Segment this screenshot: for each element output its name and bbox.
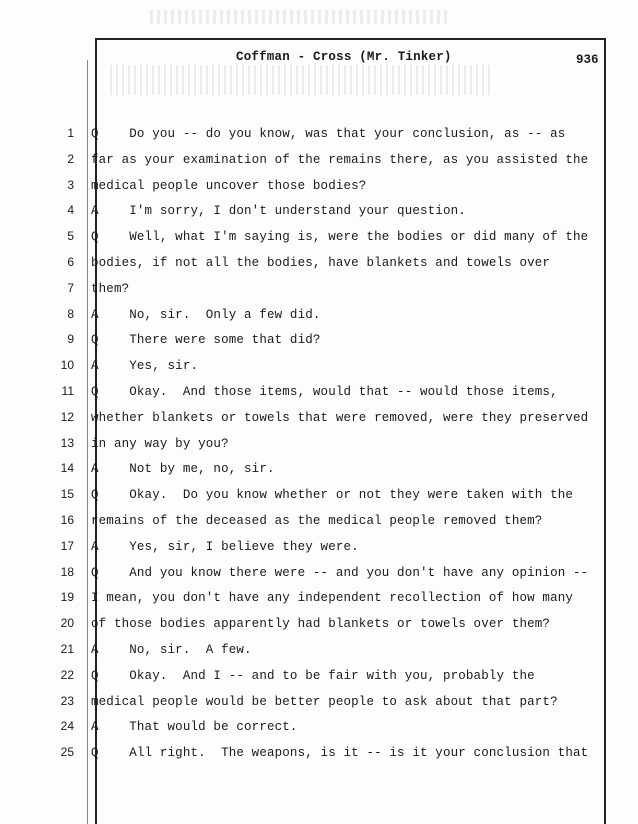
line-number: 4	[67, 203, 74, 218]
transcript-line	[0, 485, 638, 507]
line-number: 22	[60, 667, 74, 682]
transcript-line	[0, 356, 638, 378]
line-number: 25	[60, 745, 74, 760]
transcript-line	[0, 717, 638, 739]
line-number: 18	[60, 564, 74, 579]
line-number: 21	[60, 642, 74, 656]
line-text: I mean, you don't have any independent recollection of how many	[91, 591, 574, 606]
transcript-line	[0, 743, 638, 765]
line-number: 14	[60, 461, 74, 476]
line-number: 9	[67, 332, 74, 347]
transcript-line	[0, 563, 638, 585]
line-text: A Yes, sir.	[91, 359, 199, 374]
line-text: A No, sir. Only a few did.	[91, 307, 321, 322]
line-text: Q Do you -- do you know, was that your conclusion, as -- as	[91, 127, 566, 141]
line-text: Q All right. The weapons, is it -- is it your conclusion that	[91, 746, 589, 761]
line-text: A Yes, sir, I believe they were.	[91, 539, 359, 554]
scan-artifact	[110, 65, 490, 95]
line-text: whether blankets or towels that were removed, were they preserved	[91, 410, 589, 425]
transcript-line	[0, 124, 638, 146]
transcript-line	[0, 176, 638, 198]
line-text: them?	[91, 281, 130, 296]
line-text: Q Okay. And those items, would that -- would those items,	[91, 385, 558, 399]
transcript-line	[0, 408, 638, 430]
transcript-line	[0, 330, 638, 352]
line-number: 15	[60, 487, 74, 502]
line-number: 8	[67, 306, 74, 321]
transcript-line	[0, 150, 638, 172]
transcript-line	[0, 692, 638, 714]
line-number: 23	[60, 693, 74, 708]
line-text: of those bodies apparently had blankets or towels over them?	[91, 617, 551, 632]
line-text: bodies, if not all the bodies, have blankets and towels over	[91, 256, 551, 270]
scan-artifact	[150, 10, 450, 24]
line-text: A No, sir. A few.	[91, 643, 252, 657]
transcript-line	[0, 305, 638, 327]
line-number: 1	[67, 126, 74, 140]
line-text: A Not by me, no, sir.	[91, 462, 275, 477]
page-header-title: Coffman - Cross (Mr. Tinker)	[236, 50, 452, 64]
transcript-line	[0, 666, 638, 688]
transcript-line	[0, 459, 638, 481]
line-text: A I'm sorry, I don't understand your question.	[91, 204, 466, 219]
transcript-line	[0, 588, 638, 610]
transcript-line	[0, 201, 638, 223]
line-number: 2	[67, 151, 74, 166]
page-border-top	[96, 38, 606, 40]
transcript-line	[0, 614, 638, 636]
line-text: A That would be correct.	[91, 720, 298, 735]
page-number: 936	[576, 53, 599, 67]
transcript-line	[0, 511, 638, 533]
line-number: 10	[60, 358, 74, 373]
transcript-line	[0, 537, 638, 559]
line-text: Q There were some that did?	[91, 333, 321, 348]
line-number: 5	[67, 229, 74, 244]
line-number: 11	[61, 384, 74, 398]
line-text: in any way by you?	[91, 436, 229, 451]
transcript-line	[0, 279, 638, 301]
line-number: 13	[60, 435, 74, 450]
transcript-line	[0, 253, 638, 275]
transcript-line	[0, 434, 638, 456]
line-number: 19	[60, 590, 74, 605]
line-text: remains of the deceased as the medical people removed them?	[91, 514, 543, 528]
transcript-line	[0, 640, 638, 662]
transcript-line	[0, 227, 638, 249]
line-text: Q Well, what I'm saying is, were the bodies or did many of the	[91, 230, 589, 245]
line-number: 3	[67, 177, 74, 192]
line-number: 24	[60, 719, 74, 734]
line-number: 17	[60, 538, 74, 553]
line-number: 6	[67, 255, 74, 269]
line-number: 16	[60, 513, 74, 527]
transcript-line	[0, 382, 638, 404]
line-text: Q Okay. Do you know whether or not they were taken with the	[91, 488, 574, 503]
line-text: far as your examination of the remains there, as you assisted the	[91, 152, 589, 167]
line-text: Q Okay. And I -- and to be fair with you, probably the	[91, 668, 535, 683]
line-number: 20	[60, 616, 74, 631]
line-text: medical people uncover those bodies?	[91, 178, 367, 193]
line-text: Q And you know there were -- and you don't have any opinion --	[91, 565, 589, 580]
line-number: 7	[67, 280, 74, 295]
line-number: 12	[60, 409, 74, 424]
line-text: medical people would be better people to ask about that part?	[91, 694, 558, 709]
